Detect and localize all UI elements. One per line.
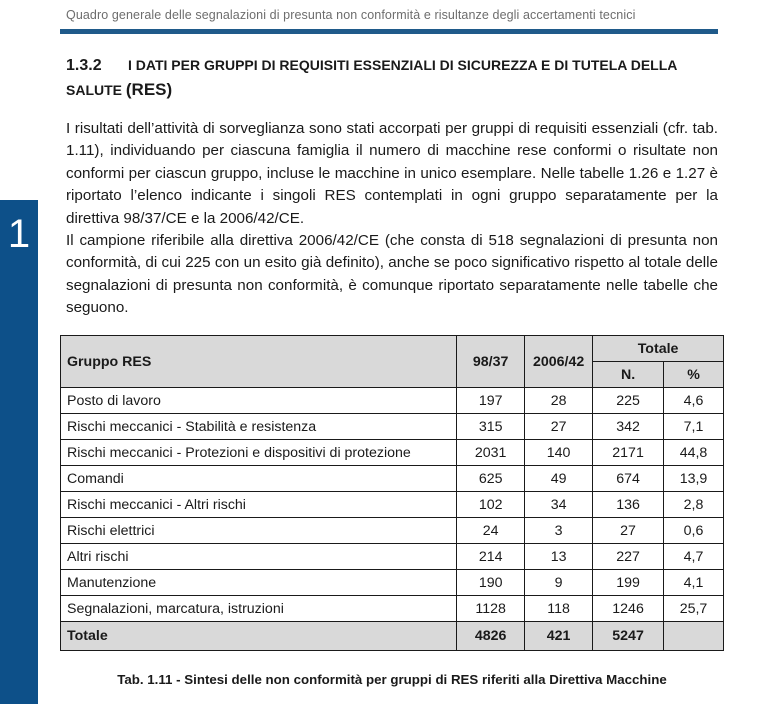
- total-group-cell: Totale: [61, 622, 457, 651]
- header-percent: %: [664, 362, 724, 388]
- table-row: [61, 570, 724, 596]
- value-98-37-cell: 1128: [457, 596, 525, 622]
- total-percent-cell: 44,8: [664, 440, 724, 466]
- total-count-cell: 674: [593, 466, 664, 492]
- chapter-number: 1: [7, 212, 31, 256]
- header-98-37: 98/37: [457, 336, 525, 388]
- table-caption: Tab. 1.11 - Sintesi delle non conformità per gruppi di RES riferiti alla Direttiva Macchine: [117, 672, 667, 687]
- total-percent-cell: 4,1: [664, 570, 724, 596]
- body-text: [66, 118, 718, 320]
- total-percent-cell: 2,8: [664, 492, 724, 518]
- value-2006-42-cell: 140: [525, 440, 593, 466]
- value-2006-42-cell: 3: [525, 518, 593, 544]
- value-98-37-cell: 102: [457, 492, 525, 518]
- total-count-cell: 199: [593, 570, 664, 596]
- group-cell: Manutenzione: [61, 570, 457, 596]
- group-cell: Segnalazioni, marcatura, istruzioni: [61, 596, 457, 622]
- header-group-res: Gruppo RES: [61, 336, 457, 388]
- total-percent-cell: 25,7: [664, 596, 724, 622]
- value-2006-42-cell: 9: [525, 570, 593, 596]
- header-rule: [60, 29, 718, 34]
- section-number: 1.3.2: [66, 57, 102, 74]
- table-row: [61, 544, 724, 570]
- group-cell: Rischi elettrici: [61, 518, 457, 544]
- header-2006-42: 2006/42: [525, 336, 593, 388]
- total-total-percent-cell: [664, 622, 724, 651]
- value-98-37-cell: 2031: [457, 440, 525, 466]
- header-count: N.: [593, 362, 664, 388]
- value-98-37-cell: 214: [457, 544, 525, 570]
- total-value-2006-42-cell: 421: [525, 622, 593, 651]
- total-count-cell: 227: [593, 544, 664, 570]
- total-percent-cell: 7,1: [664, 414, 724, 440]
- section-heading: [66, 53, 721, 102]
- paragraph: I risultati dell’attività di sorveglianza sono stati accorpati per gruppi di requisiti essenziali (cfr. tab. 1.11), individuando per ciascuna famiglia il numero di macchine rese conformi o risultate non conformi per ciascun gruppo, incluse le macchine in unico esemplare. Nelle tabelle 1.26 e 1.27 è riportato l’elenco indicante i singoli RES contemplati in ogni gruppo separatamente per la direttiva 98/37/CE e la 2006/42/CE.: [66, 120, 718, 227]
- total-count-cell: 136: [593, 492, 664, 518]
- value-2006-42-cell: 49: [525, 466, 593, 492]
- chapter-tab: [0, 200, 38, 704]
- table-row: [61, 596, 724, 622]
- table-row: [61, 518, 724, 544]
- section-title-abbr: (RES): [125, 80, 173, 99]
- total-percent-cell: 4,6: [664, 388, 724, 414]
- total-percent-cell: 13,9: [664, 466, 724, 492]
- total-total-count-cell: 5247: [593, 622, 664, 651]
- table-row: [61, 440, 724, 466]
- table-row: [61, 492, 724, 518]
- table-row: [61, 466, 724, 492]
- value-98-37-cell: 315: [457, 414, 525, 440]
- value-2006-42-cell: 28: [525, 388, 593, 414]
- group-cell: Rischi meccanici - Altri rischi: [61, 492, 457, 518]
- table-row: [61, 414, 724, 440]
- value-98-37-cell: 197: [457, 388, 525, 414]
- value-98-37-cell: 190: [457, 570, 525, 596]
- total-count-cell: 225: [593, 388, 664, 414]
- running-header: Quadro generale delle segnalazioni di presunta non conformità e risultanze degli accertamenti tecnici: [66, 8, 636, 22]
- total-percent-cell: 0,6: [664, 518, 724, 544]
- group-cell: Altri rischi: [61, 544, 457, 570]
- total-percent-cell: 4,7: [664, 544, 724, 570]
- value-98-37-cell: 24: [457, 518, 525, 544]
- value-2006-42-cell: 34: [525, 492, 593, 518]
- value-2006-42-cell: 13: [525, 544, 593, 570]
- header-totale: Totale: [593, 336, 724, 362]
- total-count-cell: 1246: [593, 596, 664, 622]
- total-count-cell: 342: [593, 414, 664, 440]
- group-cell: Comandi: [61, 466, 457, 492]
- table-row: [61, 388, 724, 414]
- group-cell: Rischi meccanici - Protezioni e dispositivi di protezione: [61, 440, 457, 466]
- res-summary-table: [60, 335, 724, 651]
- paragraph: Il campione riferibile alla direttiva 2006/42/CE (che consta di 518 segnalazioni di presunta non conformità, di cui 225 con un esito già definito), anche se poco significativo rispetto al totale delle segnalazioni di presunta non conformità, è comunque riportato separatamente nelle tabelle che seguono.: [66, 232, 718, 317]
- group-cell: Rischi meccanici - Stabilità e resistenza: [61, 414, 457, 440]
- total-value-98-37-cell: 4826: [457, 622, 525, 651]
- total-row: [61, 622, 724, 651]
- total-count-cell: 2171: [593, 440, 664, 466]
- section-title: I DATI PER GRUPPI DI REQUISITI ESSENZIALI DI SICUREZZA E DI TUTELA DELLA SALUTE: [66, 57, 677, 98]
- total-count-cell: 27: [593, 518, 664, 544]
- value-98-37-cell: 625: [457, 466, 525, 492]
- value-2006-42-cell: 27: [525, 414, 593, 440]
- group-cell: Posto di lavoro: [61, 388, 457, 414]
- value-2006-42-cell: 118: [525, 596, 593, 622]
